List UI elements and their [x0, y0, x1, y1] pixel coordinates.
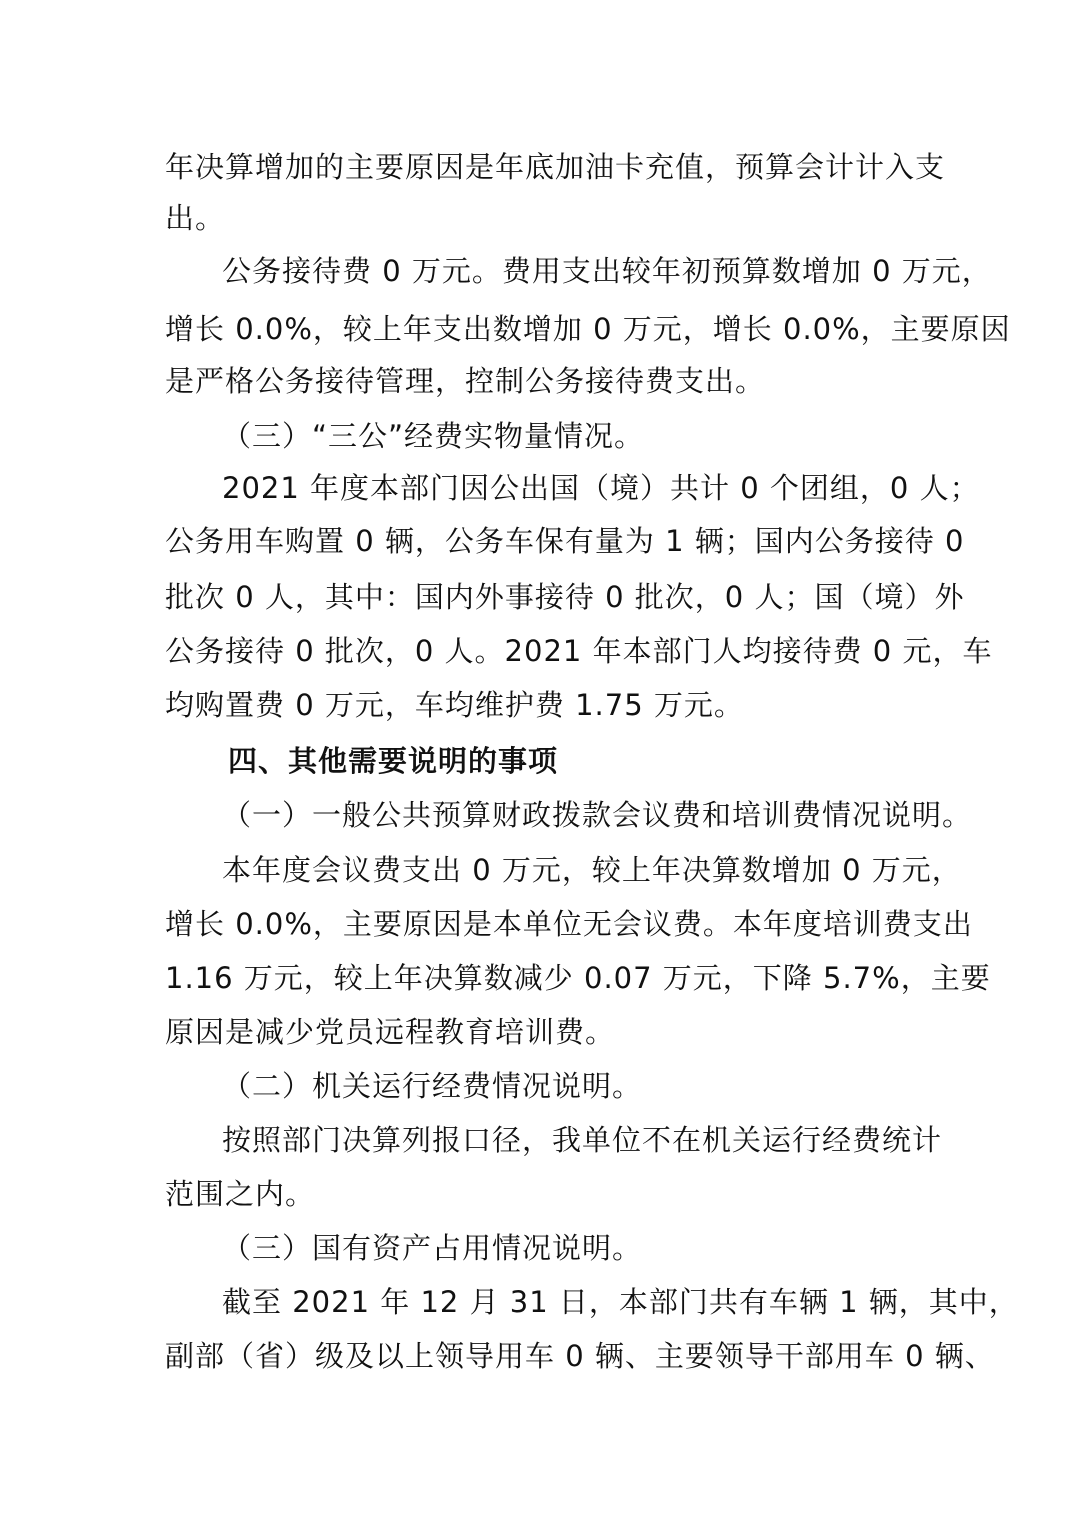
paragraph-line: 增长 0.0%，较上年支出数增加 0 万元，增长 0.0%，主要原因 — [165, 312, 1011, 346]
section-subheading: （一）一般公共预算财政拨款会议费和培训费情况说明。 — [222, 798, 973, 832]
section-subheading: （三）“三公”经费实物量情况。 — [222, 419, 645, 453]
paragraph-line: 均购置费 0 万元，车均维护费 1.75 万元。 — [165, 688, 744, 722]
paragraph-line: 公务用车购置 0 辆，公务车保有量为 1 辆；国内公务接待 0 — [165, 524, 965, 558]
paragraph-line: 副部（省）级及以上领导用车 0 辆、主要领导干部用车 0 辆、 — [165, 1339, 995, 1373]
section-subheading: （二）机关运行经费情况说明。 — [222, 1069, 643, 1103]
paragraph-line: 增长 0.0%，主要原因是本单位无会议费。本年度培训费支出 — [165, 907, 973, 941]
paragraph-line: 按照部门决算列报口径，我单位不在机关运行经费统计 — [222, 1123, 943, 1157]
paragraph-line: 2021 年度本部门因公出国（境）共计 0 个团组，0 人； — [222, 471, 980, 505]
paragraph-line: 批次 0 人，其中：国内外事接待 0 批次，0 人；国（境）外 — [165, 580, 965, 614]
paragraph-line: 公务接待费 0 万元。费用支出较年初预算数增加 0 万元， — [222, 254, 992, 288]
paragraph-line: 范围之内。 — [165, 1177, 316, 1211]
paragraph-line: 本年度会议费支出 0 万元，较上年决算数增加 0 万元， — [222, 853, 962, 887]
paragraph-line: 年决算增加的主要原因是年底加油卡充值，预算会计计入支 — [165, 150, 946, 184]
paragraph-line: 截至 2021 年 12 月 31 日，本部门共有车辆 1 辆，其中， — [222, 1285, 1019, 1319]
section-heading: 四、其他需要说明的事项 — [228, 744, 559, 778]
paragraph-line: 公务接待 0 批次，0 人。2021 年本部门人均接待费 0 元，车 — [165, 634, 993, 668]
section-subheading: （三）国有资产占用情况说明。 — [222, 1231, 643, 1265]
paragraph-line: 是严格公务接待管理，控制公务接待费支出。 — [165, 364, 766, 398]
paragraph-line: 原因是减少党员远程教育培训费。 — [165, 1015, 616, 1049]
paragraph-line: 出。 — [165, 201, 226, 235]
paragraph-line: 1.16 万元，较上年决算数减少 0.07 万元，下降 5.7%，主要 — [165, 961, 991, 995]
